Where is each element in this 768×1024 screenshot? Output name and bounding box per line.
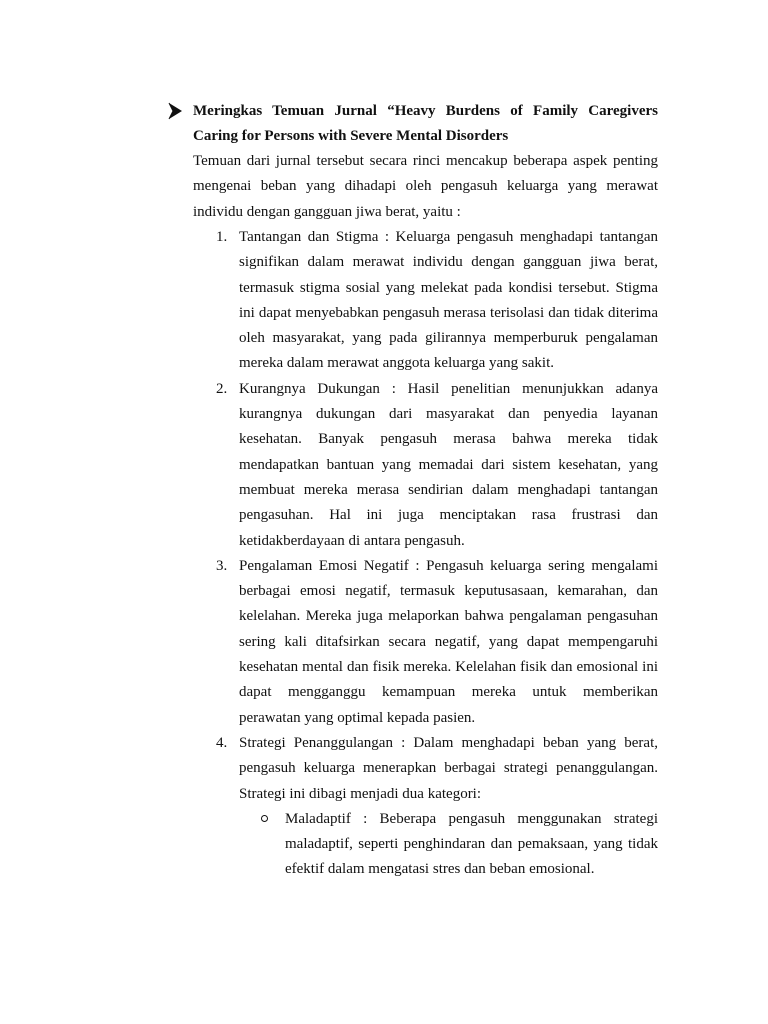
findings-list xyxy=(193,225,658,883)
list-item-number: 1. xyxy=(216,229,228,245)
circle-bullet-icon xyxy=(261,815,268,822)
list-item-number: 4. xyxy=(216,734,228,751)
strategy-sublist xyxy=(239,807,658,883)
sublist-item xyxy=(239,807,658,883)
section-heading xyxy=(193,99,658,149)
sublist-item-text: Maladaptif : Beberapa pengasuh menggunakan strategi maladaptif, seperti penghindaran dan pemaksaan, yang tidak efektif dalam mengatasi stres dan beban emosional. xyxy=(285,810,658,878)
list-item-number: 3. xyxy=(216,557,228,574)
list-item-number: 2. xyxy=(216,380,228,397)
list-item-text: Kurangnya Dukungan : Hasil penelitian menunjukkan adanya kurangnya dukungan dari masyarakat dan penyedia layanan kesehatan. Banyak pengasuh merasa bahwa mereka tidak mendapatkan bantuan yang memadai dari sistem kesehatan, yang membuat mereka merasa sendirian dalam menghadapi tantangan pengasuhan. Hal ini juga menciptakan rasa frustrasi dan ketidakberdayaan di antara pengasuh. xyxy=(239,380,658,549)
intro-paragraph: Temuan dari jurnal tersebut secara rinci mencakup beberapa aspek penting mengenai beban yang dihadapi oleh pengasuh keluarga yang merawat individu dengan gangguan jiwa berat, yaitu : xyxy=(193,153,658,220)
arrow-bullet-icon xyxy=(167,102,183,120)
heading-line-2: Caring for Persons with Severe Mental Disorders xyxy=(193,128,509,144)
list-item-text: Strategi Penanggulangan : Dalam menghadapi beban yang berat, pengasuh keluarga menerapkan berbagai strategi penanggulangan. Strategi ini dibagi menjadi dua kategori: xyxy=(239,734,658,802)
list-item xyxy=(193,225,658,377)
list-item-text: Tantangan dan Stigma : Keluarga pengasuh menghadapi tantangan signifikan dalam merawat individu dengan gangguan jiwa berat, termasuk stigma sosial yang melekat pada kondisi tersebut. Stigma ini dapat menyebabkan pengasuh merasa terisolasi dan tidak diterima oleh masyarakat, yang pada gilirannya memperburuk pengalaman mereka dalam merawat anggota keluarga yang sakit. xyxy=(239,229,658,372)
list-item xyxy=(193,554,658,731)
heading-line-1: Meringkas Temuan Jurnal “Heavy Burdens of Family Caregivers xyxy=(193,103,658,119)
list-item xyxy=(193,731,658,883)
list-item xyxy=(193,377,658,554)
list-item-text: Pengalaman Emosi Negatif : Pengasuh keluarga sering mengalami berbagai emosi negatif, termasuk keputusasaan, kemarahan, dan kelelahan. Mereka juga melaporkan bahwa pengalaman pengasuhan sering kali ditafsirkan secara negatif, yang dapat mempengaruhi kesehatan mental dan fisik mereka. Kelelahan fisik dan emosional ini dapat mengganggu kemampuan mereka untuk memberikan perawatan yang optimal kepada pasien. xyxy=(239,557,658,726)
